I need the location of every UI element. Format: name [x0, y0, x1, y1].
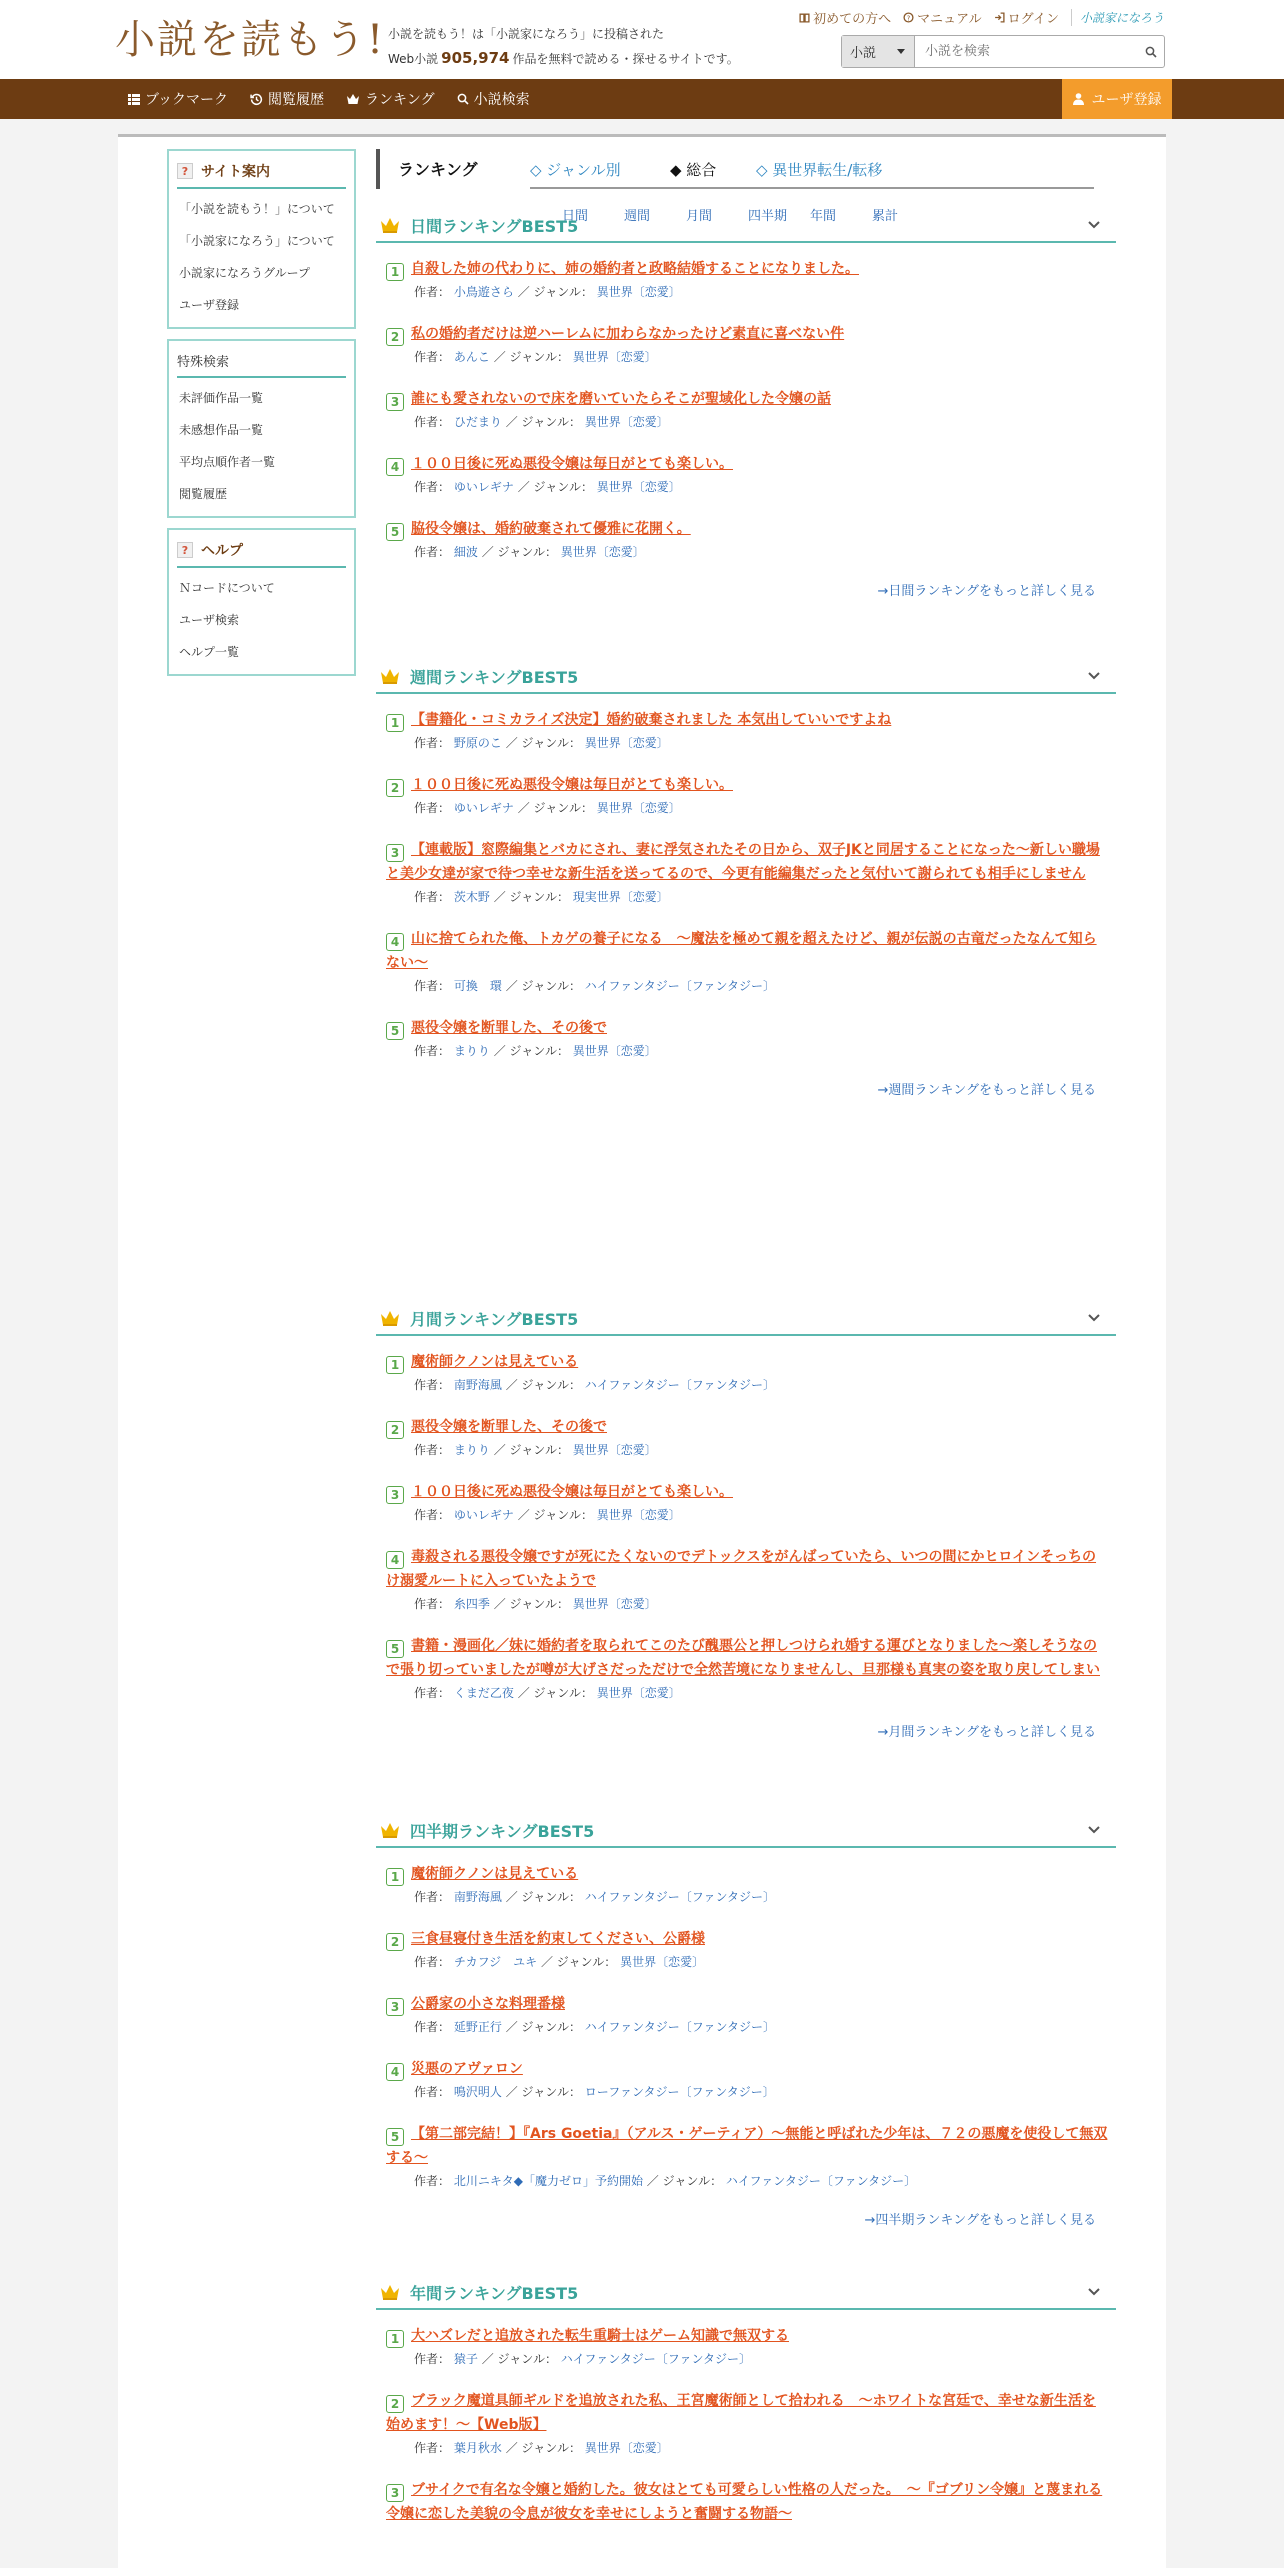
ranking-item — [386, 708, 1116, 754]
ranking-item — [386, 1350, 1116, 1396]
section-title: 四半期ランキングBEST5 — [410, 1821, 595, 1841]
ranking-title: ランキング — [398, 160, 478, 179]
ranking-list — [376, 243, 1116, 563]
section-header[interactable] — [376, 1814, 1116, 1848]
work-meta: 作者： ゆいレギナ ／ ジャンル： 異世界〔恋愛〕 — [414, 480, 681, 494]
tab-isekai[interactable]: ◇ 異世界転生/転移 — [756, 161, 883, 179]
work-title-link[interactable]: 1 【書籍化・コミカライズ決定】婚約破棄されました 本気出していいですよね — [386, 708, 1108, 732]
section-title: 月間ランキングBEST5 — [410, 1309, 579, 1329]
genre-link[interactable]: 異世界〔恋愛〕 — [584, 2441, 669, 2455]
work-title-link[interactable]: 3 ブサイクで有名な令嬢と婚約した。彼女はとても可愛らしい性格の人だった。 ～『ゴブリン令嬢』と蔑まれる令嬢に恋した美貌の令息が彼女を幸せにしようと奮闘する物語～ — [386, 2482, 1103, 2522]
genre-link[interactable]: 異世界〔恋愛〕 — [596, 1508, 681, 1522]
work-meta: 作者： くまだ乙夜 ／ ジャンル： 異世界〔恋愛〕 — [414, 1686, 681, 1700]
ranking-item — [386, 2122, 1116, 2192]
tab-genre[interactable]: ◇ ジャンル別 — [530, 161, 621, 179]
sidebar-item-user-search[interactable]: ユーザ検索 — [179, 613, 240, 627]
site-guide-heading: ? サイト案内 — [177, 155, 346, 189]
ranking-item — [386, 1480, 1116, 1526]
work-title-link[interactable]: 2 三食昼寝付き生活を約束してください、公爵様 — [386, 1927, 1108, 1951]
ranking-item — [386, 1545, 1116, 1615]
rank-badge: 4 — [386, 1551, 404, 1569]
chevron-down-icon[interactable] — [1082, 664, 1106, 688]
sidebar-item-about-yomou[interactable]: 「小説を読もう！」について — [179, 202, 335, 216]
period-quarterly[interactable]: 四半期 — [748, 208, 788, 224]
help-heading: ? ヘルプ — [177, 534, 346, 568]
ranking-item — [386, 1862, 1116, 1908]
help-icon: ? — [177, 542, 193, 558]
work-meta: 作者： 北川ニキタ◆「魔力ゼロ」予約開始 ／ ジャンル： ハイファンタジー〔ファンタジー〕 — [414, 2174, 917, 2188]
genre-link[interactable]: 異世界〔恋愛〕 — [560, 545, 645, 559]
ranking-list — [376, 1336, 1116, 1704]
ranking-item — [386, 517, 1116, 563]
author-link[interactable]: 葉月秋水 — [453, 2441, 502, 2455]
ranking-item — [386, 2389, 1116, 2459]
search-button[interactable] — [1138, 36, 1164, 67]
genre-link[interactable]: ハイファンタジー〔ファンタジー〕 — [584, 1378, 775, 1392]
rank-badge: 3 — [386, 844, 404, 862]
genre-link[interactable]: ハイファンタジー〔ファンタジー〕 — [584, 1890, 775, 1904]
nav-history[interactable]: 閲覧履歴 — [250, 89, 324, 109]
crown-icon — [380, 2283, 400, 2301]
author-link[interactable]: 茨木野 — [453, 890, 490, 904]
ranking-item — [386, 838, 1116, 908]
crown-icon — [380, 1309, 400, 1327]
author-link[interactable]: 細波 — [453, 545, 478, 559]
genre-link[interactable]: 異世界〔恋愛〕 — [596, 480, 681, 494]
guide-link[interactable]: 初めての方へ — [799, 8, 891, 27]
search-input[interactable] — [915, 36, 1138, 67]
work-title-link[interactable]: 2 １００日後に死ぬ悪役令嬢は毎日がとても楽しい。 — [386, 773, 1108, 797]
ranking-list — [376, 2310, 1116, 2526]
more-ranking-link[interactable]: →日間ランキングをもっと詳しく見る — [877, 584, 1096, 599]
rank-badge: 2 — [386, 779, 404, 797]
work-title-link[interactable]: 3 公爵家の小さな料理番様 — [386, 1992, 1108, 2016]
rank-badge: 4 — [386, 458, 404, 476]
rank-badge: 5 — [386, 1640, 404, 1658]
genre-link[interactable]: 異世界〔恋愛〕 — [596, 801, 681, 815]
nav-search[interactable]: 小説検索 — [457, 89, 530, 109]
work-meta: 作者： 糸四季 ／ ジャンル： 異世界〔恋愛〕 — [414, 1597, 657, 1611]
site-logo[interactable]: 小説を読もう! — [115, 17, 386, 63]
genre-link[interactable]: ハイファンタジー〔ファンタジー〕 — [584, 979, 775, 993]
rank-badge: 1 — [386, 2330, 404, 2348]
rank-badge: 1 — [386, 1868, 404, 1886]
rank-badge: 4 — [386, 933, 404, 951]
main-container — [118, 134, 1166, 2568]
work-title-link[interactable]: 5 【第二部完結！】『Ars Goetia』（アルス・ゲーティア）～無能と呼ばれた少年は、７２の悪魔を使役して無双する～ — [386, 2126, 1108, 2166]
question-circle-icon — [903, 12, 914, 23]
work-meta: 作者： まりり ／ ジャンル： 異世界〔恋愛〕 — [414, 1044, 657, 1058]
author-link[interactable]: 小鳥遊さら — [453, 285, 514, 299]
rank-badge: 3 — [386, 1486, 404, 1504]
sidebar — [167, 149, 356, 686]
genre-link[interactable]: ハイファンタジー〔ファンタジー〕 — [560, 2352, 751, 2366]
rank-badge: 3 — [386, 2484, 404, 2502]
rank-badge: 3 — [386, 1998, 404, 2016]
sidebar-item-avg-score[interactable]: 平均点順作者一覧 — [179, 455, 276, 469]
author-link[interactable]: 南野海風 — [453, 1890, 502, 1904]
work-meta: 作者： 小鳥遊さら ／ ジャンル： 異世界〔恋愛〕 — [414, 285, 681, 299]
genre-link[interactable]: 異世界〔恋愛〕 — [584, 415, 669, 429]
top-links — [799, 8, 1164, 27]
search-box — [841, 35, 1165, 68]
ranking-item — [386, 773, 1116, 819]
work-title-link[interactable]: 1 自殺した姉の代わりに、姉の婚約者と政略結婚することになりました。 — [386, 257, 1108, 281]
genre-link[interactable]: 異世界〔恋愛〕 — [572, 1597, 657, 1611]
book-icon — [799, 12, 810, 23]
more-ranking-link[interactable]: →月間ランキングをもっと詳しく見る — [877, 1725, 1096, 1740]
special-search-heading: 特殊検索 — [177, 345, 346, 378]
period-weekly[interactable]: 週間 — [624, 208, 651, 224]
work-title-link[interactable]: 2 ブラック魔道具師ギルドを追放された私、王宮魔術師として拾われる ～ホワイトな宮廷で、幸せな新生活を始めます！～【Web版】 — [386, 2393, 1096, 2433]
work-title-link[interactable]: 2 悪役令嬢を断罪した、その後で — [386, 1415, 1108, 1439]
work-meta: 作者： 鳴沢明人 ／ ジャンル： ローファンタジー〔ファンタジー〕 — [414, 2085, 775, 2099]
section-title: 週間ランキングBEST5 — [410, 667, 579, 687]
work-meta: 作者： 葉月秋水 ／ ジャンル： 異世界〔恋愛〕 — [414, 2441, 669, 2455]
narou-logo-link[interactable]: 小説家になろう — [1071, 9, 1164, 26]
help-box — [167, 528, 356, 676]
rank-badge: 2 — [386, 328, 404, 346]
genre-link[interactable]: 異世界〔恋愛〕 — [584, 736, 669, 750]
work-title-link[interactable]: 5 脇役令嬢は、婚約破棄されて優雅に花開く。 — [386, 517, 1108, 541]
genre-link[interactable]: 異世界〔恋愛〕 — [620, 1955, 705, 1969]
ranking-item — [386, 1992, 1116, 2038]
rank-badge: 5 — [386, 523, 404, 541]
work-title-link[interactable]: 1 魔術師クノンは見えている — [386, 1862, 1108, 1886]
tagline — [388, 22, 739, 71]
chevron-down-icon — [896, 48, 906, 56]
sidebar-item-history[interactable]: 閲覧履歴 — [179, 487, 228, 501]
svg-text:?: ? — [906, 14, 911, 23]
rank-badge: 4 — [386, 2063, 404, 2081]
genre-link[interactable]: 現実世界〔恋愛〕 — [572, 890, 669, 904]
rank-badge: 1 — [386, 714, 404, 732]
ranking-item — [386, 1415, 1116, 1461]
section-header[interactable] — [376, 209, 1116, 243]
rank-badge: 1 — [386, 263, 404, 281]
ranking-item — [386, 927, 1116, 997]
section-header[interactable] — [376, 660, 1116, 694]
nav-bookmark[interactable]: ブックマーク — [128, 89, 228, 109]
work-count: 905,974 — [441, 49, 510, 67]
section-header[interactable] — [376, 2276, 1116, 2310]
rank-badge: 2 — [386, 2395, 404, 2413]
author-link[interactable]: 糸四季 — [453, 1597, 490, 1611]
sidebar-item-about-narou[interactable]: 「小説家になろう」について — [179, 234, 335, 248]
genre-link[interactable]: 異世界〔恋愛〕 — [596, 285, 681, 299]
rank-badge: 2 — [386, 1933, 404, 1951]
ranking-item — [386, 1634, 1116, 1704]
work-meta: 作者： 南野海風 ／ ジャンル： ハイファンタジー〔ファンタジー〕 — [414, 1890, 775, 1904]
history-icon — [250, 93, 263, 106]
tab-overall[interactable]: ◆ 総合 — [670, 161, 717, 179]
login-icon — [994, 12, 1005, 23]
ranking-item — [386, 452, 1116, 498]
tagline-line2: Web小説 905,974 作品を無料で読める・探せるサイトです。 — [388, 49, 739, 67]
ranking-item — [386, 322, 1116, 368]
period-yearly[interactable]: 年間 — [810, 208, 837, 224]
work-meta: 作者： 猿子 ／ ジャンル： ハイファンタジー〔ファンタジー〕 — [414, 2352, 751, 2366]
author-link[interactable]: くまだ乙夜 — [453, 1686, 514, 1700]
crown-icon — [380, 216, 400, 234]
genre-link[interactable]: 異世界〔恋愛〕 — [596, 1686, 681, 1700]
genre-link[interactable]: 異世界〔恋愛〕 — [572, 350, 657, 364]
login-link[interactable]: ログイン — [994, 8, 1059, 27]
work-title-link[interactable]: 3 【連載版】窓際編集とバカにされ、妻に浮気されたその日から、双子JKと同居することになった〜新しい職場と美少女達が家で待つ幸せな新生活を送ってるので、今更有能編集だったと気付いて謝られても相手にしません — [386, 842, 1100, 882]
author-link[interactable]: ゆいレギナ — [453, 480, 514, 494]
special-search-box — [167, 339, 356, 518]
author-link[interactable]: まりり — [453, 1044, 490, 1058]
genre-link[interactable]: ハイファンタジー〔ファンタジー〕 — [725, 2174, 917, 2188]
work-meta: 作者： あんこ ／ ジャンル： 異世界〔恋愛〕 — [414, 350, 657, 364]
sidebar-item-no-reviews[interactable]: 未感想作品一覧 — [179, 423, 264, 437]
work-title-link[interactable]: 4 毒殺される悪役令嬢ですが死にたくないのでデトックスをがんばっていたら、いつの間にかヒロインそっちのけ溺愛ルートに入っていたようで — [386, 1549, 1097, 1589]
work-title-link[interactable]: 5 書籍・漫画化／妹に婚約者を取られてこのたび醜悪公と押しつけられ婚する運びとなりました～楽しそうなので張り切っていましたが噂が大げさだっただけで全然苦境になりませんし、旦那様も真実の姿を取り戻してしまい — [386, 1638, 1100, 1678]
work-meta: 作者： 野原のこ ／ ジャンル： 異世界〔恋愛〕 — [414, 736, 669, 750]
author-link[interactable]: 延野正行 — [453, 2020, 502, 2034]
genre-link[interactable]: 異世界〔恋愛〕 — [572, 1443, 657, 1457]
user-icon — [1073, 93, 1084, 105]
main-nav — [0, 79, 1284, 119]
help-icon: ? — [177, 163, 193, 179]
work-meta: 作者： チカフジ ユキ ／ ジャンル： 異世界〔恋愛〕 — [414, 1955, 705, 1969]
period-daily[interactable]: 日間 — [562, 208, 589, 224]
ranking-item — [386, 2057, 1116, 2103]
work-meta: 作者： 茨木野 ／ ジャンル： 現実世界〔恋愛〕 — [414, 890, 669, 904]
tagline-line1: 小説を読もう！は「小説家になろう」に投稿された — [388, 27, 665, 41]
ranking-item — [386, 1016, 1116, 1062]
author-link[interactable]: ひだまり — [453, 415, 502, 429]
rank-badge: 5 — [386, 1022, 404, 1040]
work-title-link[interactable]: 1 魔術師クノンは見えている — [386, 1350, 1108, 1374]
chevron-down-icon[interactable] — [1082, 2280, 1106, 2304]
sidebar-item-ncode[interactable]: Ｎコードについて — [179, 581, 275, 595]
ranking-section — [376, 660, 1116, 1098]
genre-link[interactable]: ローファンタジー〔ファンタジー〕 — [584, 2085, 775, 2099]
search-icon — [1145, 46, 1157, 58]
crown-icon — [380, 1821, 400, 1839]
ranking-section — [376, 1814, 1116, 2228]
work-meta: 作者： ゆいレギナ ／ ジャンル： 異世界〔恋愛〕 — [414, 1508, 681, 1522]
ranking-section — [376, 209, 1116, 599]
period-total[interactable]: 累計 — [872, 208, 899, 224]
crown-icon — [380, 667, 400, 685]
rank-badge: 5 — [386, 2128, 404, 2146]
nav-ranking[interactable]: ランキング — [346, 89, 435, 109]
more-ranking-link[interactable]: →四半期ランキングをもっと詳しく見る — [864, 2213, 1096, 2228]
search-type-select[interactable]: 小説 — [842, 36, 915, 67]
author-link[interactable]: チカフジ ユキ — [453, 1955, 538, 1969]
ranking-tabs — [376, 149, 1116, 189]
work-meta: 作者： 細波 ／ ジャンル： 異世界〔恋愛〕 — [414, 545, 645, 559]
work-meta: 作者： 可換 環 ／ ジャンル： ハイファンタジー〔ファンタジー〕 — [414, 979, 775, 993]
rank-badge: 2 — [386, 1421, 404, 1439]
work-meta: 作者： まりり ／ ジャンル： 異世界〔恋愛〕 — [414, 1443, 657, 1457]
work-title-link[interactable]: 4 山に捨てられた俺、トカゲの養子になる 〜魔法を極めて親を超えたけど、親が伝説の古竜だったなんて知らない〜 — [386, 931, 1097, 971]
work-meta: 作者： ゆいレギナ ／ ジャンル： 異世界〔恋愛〕 — [414, 801, 681, 815]
ranking-section — [376, 2276, 1116, 2545]
ranking-list — [376, 1848, 1116, 2192]
section-title: 日間ランキングBEST5 — [410, 216, 579, 236]
ranking-item — [386, 2478, 1116, 2526]
chevron-down-icon[interactable] — [1082, 1306, 1106, 1330]
author-link[interactable]: 北川ニキタ◆「魔力ゼロ」予約開始 — [453, 2174, 643, 2188]
register-button[interactable]: ユーザ登録 — [1062, 79, 1172, 119]
section-header[interactable] — [376, 1302, 1116, 1336]
ranking-item — [386, 257, 1116, 303]
genre-link[interactable]: 異世界〔恋愛〕 — [572, 1044, 657, 1058]
ranking-item — [386, 1927, 1116, 1973]
author-link[interactable]: あんこ — [453, 350, 490, 364]
sidebar-item-register[interactable]: ユーザ登録 — [179, 298, 240, 312]
crown-icon — [346, 93, 360, 105]
author-link[interactable]: ゆいレギナ — [453, 1508, 514, 1522]
work-title-link[interactable]: 3 誰にも愛されないので床を磨いていたらそこが聖域化した令嬢の話 — [386, 387, 1108, 411]
site-guide-box — [167, 149, 356, 329]
ranking-content — [376, 149, 1116, 2522]
period-monthly[interactable]: 月間 — [686, 208, 713, 224]
author-link[interactable]: 可換 環 — [453, 979, 502, 993]
rank-badge: 3 — [386, 393, 404, 411]
search-icon — [457, 93, 469, 105]
chevron-down-icon[interactable] — [1082, 1818, 1106, 1842]
genre-link[interactable]: ハイファンタジー〔ファンタジー〕 — [584, 2020, 775, 2034]
ranking-item — [386, 2324, 1116, 2370]
more-ranking-link[interactable]: →週間ランキングをもっと詳しく見る — [877, 1083, 1096, 1098]
section-title: 年間ランキングBEST5 — [410, 2283, 579, 2303]
list-icon — [128, 94, 140, 105]
work-meta: 作者： 延野正行 ／ ジャンル： ハイファンタジー〔ファンタジー〕 — [414, 2020, 775, 2034]
author-link[interactable]: 猿子 — [453, 2352, 478, 2366]
author-link[interactable]: 野原のこ — [453, 736, 502, 750]
rank-badge: 1 — [386, 1356, 404, 1374]
ranking-item — [386, 387, 1116, 433]
sidebar-item-unrated[interactable]: 未評価作品一覧 — [179, 391, 264, 405]
work-title-link[interactable]: 5 悪役令嬢を断罪した、その後で — [386, 1016, 1108, 1040]
ranking-section — [376, 1302, 1116, 1740]
sidebar-item-help-list[interactable]: ヘルプ一覧 — [179, 645, 240, 659]
author-link[interactable]: 鳴沢明人 — [453, 2085, 502, 2099]
work-title-link[interactable]: 3 １００日後に死ぬ悪役令嬢は毎日がとても楽しい。 — [386, 1480, 1108, 1504]
work-meta: 作者： 南野海風 ／ ジャンル： ハイファンタジー〔ファンタジー〕 — [414, 1378, 775, 1392]
manual-link[interactable]: ? マニュアル — [903, 8, 981, 27]
work-meta: 作者： ひだまり ／ ジャンル： 異世界〔恋愛〕 — [414, 415, 669, 429]
work-title-link[interactable]: 2 私の婚約者だけは逆ハーレムに加わらなかったけど素直に喜べない件 — [386, 322, 1108, 346]
sidebar-item-group[interactable]: 小説家になろうグループ — [179, 266, 311, 280]
work-title-link[interactable]: 4 災悪のアヴァロン — [386, 2057, 1108, 2081]
ranking-list — [376, 694, 1116, 1062]
author-link[interactable]: ゆいレギナ — [453, 801, 514, 815]
author-link[interactable]: 南野海風 — [453, 1378, 502, 1392]
site-header — [0, 0, 1284, 79]
author-link[interactable]: まりり — [453, 1443, 490, 1457]
work-title-link[interactable]: 1 大ハズレだと追放された転生重騎士はゲーム知識で無双する — [386, 2324, 1108, 2348]
chevron-down-icon[interactable] — [1082, 213, 1106, 237]
work-title-link[interactable]: 4 １００日後に死ぬ悪役令嬢は毎日がとても楽しい。 — [386, 452, 1108, 476]
